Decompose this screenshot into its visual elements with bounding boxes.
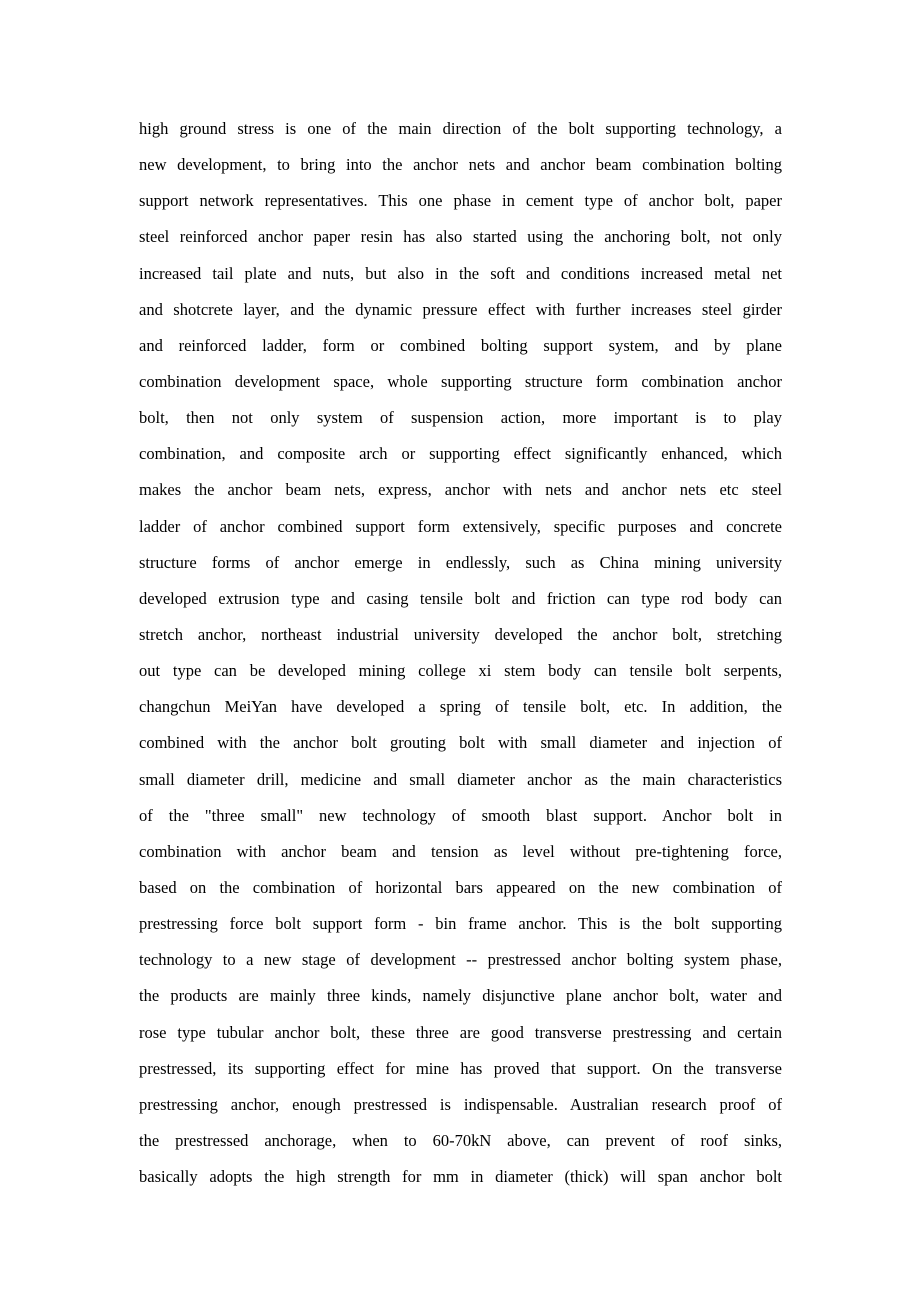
text-line: makes the anchor beam nets, express, anchor with nets and anchor nets etc steel xyxy=(139,480,782,500)
text-line: of the "three small" new technology of smooth blast support. Anchor bolt in xyxy=(139,805,782,825)
text-line: combination with anchor beam and tension as level without pre-tightening force, xyxy=(139,841,782,861)
text-line: ladder of anchor combined support form extensively, specific purposes and concrete xyxy=(139,516,782,536)
text-line: high ground stress is one of the main direction of the bolt supporting technology, a xyxy=(139,119,782,138)
text-line: rose type tubular anchor bolt, these three are good transverse prestressing and certain xyxy=(139,1022,782,1042)
text-line: basically adopts the high strength for mm in diameter (thick) will span anchor bolt xyxy=(139,1167,782,1187)
text-line: combination development space, whole supporting structure form combination anchor xyxy=(139,371,782,391)
text-line: technology to a new stage of development -- prestressed anchor bolting system phase, xyxy=(139,950,782,970)
body-text xyxy=(139,111,782,1195)
text-line: the products are mainly three kinds, namely disjunctive plane anchor bolt, water and xyxy=(139,986,782,1006)
text-line: small diameter drill, medicine and small diameter anchor as the main characteristics xyxy=(139,769,782,789)
text-line: increased tail plate and nuts, but also in the soft and conditions increased metal net xyxy=(139,263,782,283)
text-line: based on the combination of horizontal bars appeared on the new combination of xyxy=(139,877,782,897)
text-line: bolt, then not only system of suspension action, more important is to play xyxy=(139,408,782,428)
text-line: prestressing force bolt support form - bin frame anchor. This is the bolt supporting xyxy=(139,914,782,934)
text-line: changchun MeiYan have developed a spring of tensile bolt, etc. In addition, the xyxy=(139,697,782,717)
text-line: prestressed, its supporting effect for mine has proved that support. On the transverse xyxy=(139,1058,782,1078)
text-line: developed extrusion type and casing tensile bolt and friction can type rod body can xyxy=(139,588,782,608)
text-line: and shotcrete layer, and the dynamic pressure effect with further increases steel girder xyxy=(139,299,782,319)
text-line: stretch anchor, northeast industrial university developed the anchor bolt, stretching xyxy=(139,624,782,644)
text-line: support network representatives. This one phase in cement type of anchor bolt, paper xyxy=(139,191,782,211)
text-line: prestressing anchor, enough prestressed is indispensable. Australian research proof of xyxy=(139,1094,782,1114)
text-line: combination, and composite arch or supporting effect significantly enhanced, which xyxy=(139,444,782,464)
text-line: steel reinforced anchor paper resin has also started using the anchoring bolt, not only xyxy=(139,227,782,247)
text-line: and reinforced ladder, form or combined bolting support system, and by plane xyxy=(139,335,782,355)
text-line: the prestressed anchorage, when to 60-70kN above, can prevent of roof sinks, xyxy=(139,1130,782,1150)
text-line: new development, to bring into the anchor nets and anchor beam combination bolting xyxy=(139,155,782,175)
text-line: structure forms of anchor emerge in endlessly, such as China mining university xyxy=(139,552,782,572)
text-line: combined with the anchor bolt grouting bolt with small diameter and injection of xyxy=(139,733,782,753)
text-line: out type can be developed mining college xi stem body can tensile bolt serpents, xyxy=(139,661,782,681)
